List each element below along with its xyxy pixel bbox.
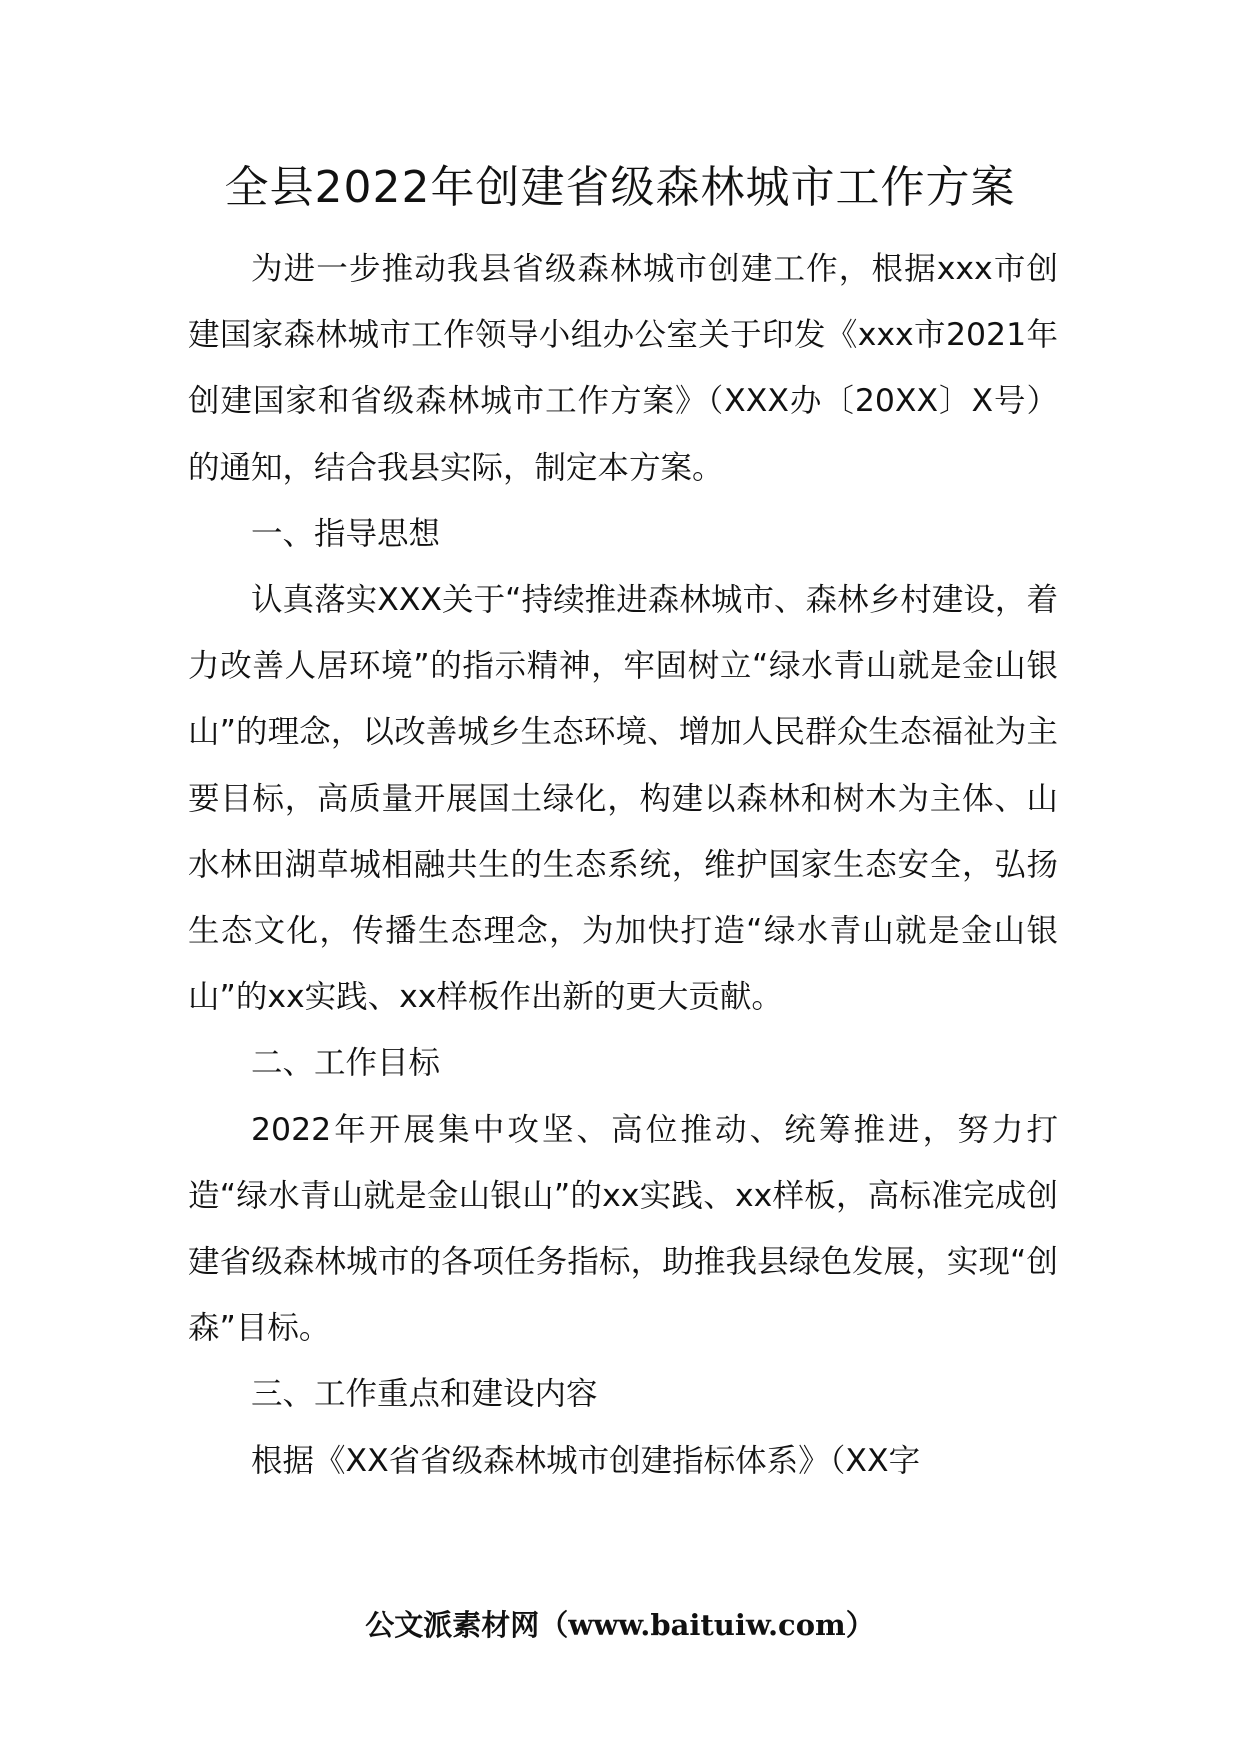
paragraph-guiding-ideology: 认真落实XXX关于“持续推进森林城市、森林乡村建设，着力改善人居环境”的指示精神，牢固树立“绿水青山就是金山银山”的理念，以改善城乡生态环境、增加人民群众生态福祉为主要目标，高质量开展国土绿化，构建以森林和树木为主体、山水林田湖草城相融共生的生态系统，维护国家生态安全，弘扬生态文化，传播生态理念，为加快打造“绿水青山就是金山银山”的xx实践、xx样板作出新的更大贡献。	[188, 582, 1058, 1016]
paragraph-intro: 为进一步推动我县省级森林城市创建工作，根据xxx市创建国家森林城市工作领导小组办公室关于印发《xxx市2021年创建国家和省级森林城市工作方案》（XXX办〔20XX〕X号）的通知，结合我县实际，制定本方案。	[188, 251, 1058, 486]
paragraph-key-work: 根据《XX省省级森林城市创建指标体系》（XX字	[251, 1442, 921, 1479]
section-heading-guiding-ideology: 一、指导思想	[251, 515, 441, 552]
watermark-footer: 公文派素材网（www.baituiw.com）	[365, 1608, 875, 1642]
document-body	[188, 236, 1058, 1494]
section-heading-key-work: 三、工作重点和建设内容	[251, 1376, 598, 1413]
paragraph-work-goals: 2022年开展集中攻坚、高位推动、统筹推进，努力打造“绿水青山就是金山银山”的xx实践、xx样板，高标准完成创建省级森林城市的各项任务指标，助推我县绿色发展，实现“创森”目标。	[188, 1111, 1058, 1347]
section-heading-work-goals: 二、工作目标	[251, 1045, 441, 1082]
document-title: 全县2022年创建省级森林城市工作方案	[224, 162, 1016, 213]
